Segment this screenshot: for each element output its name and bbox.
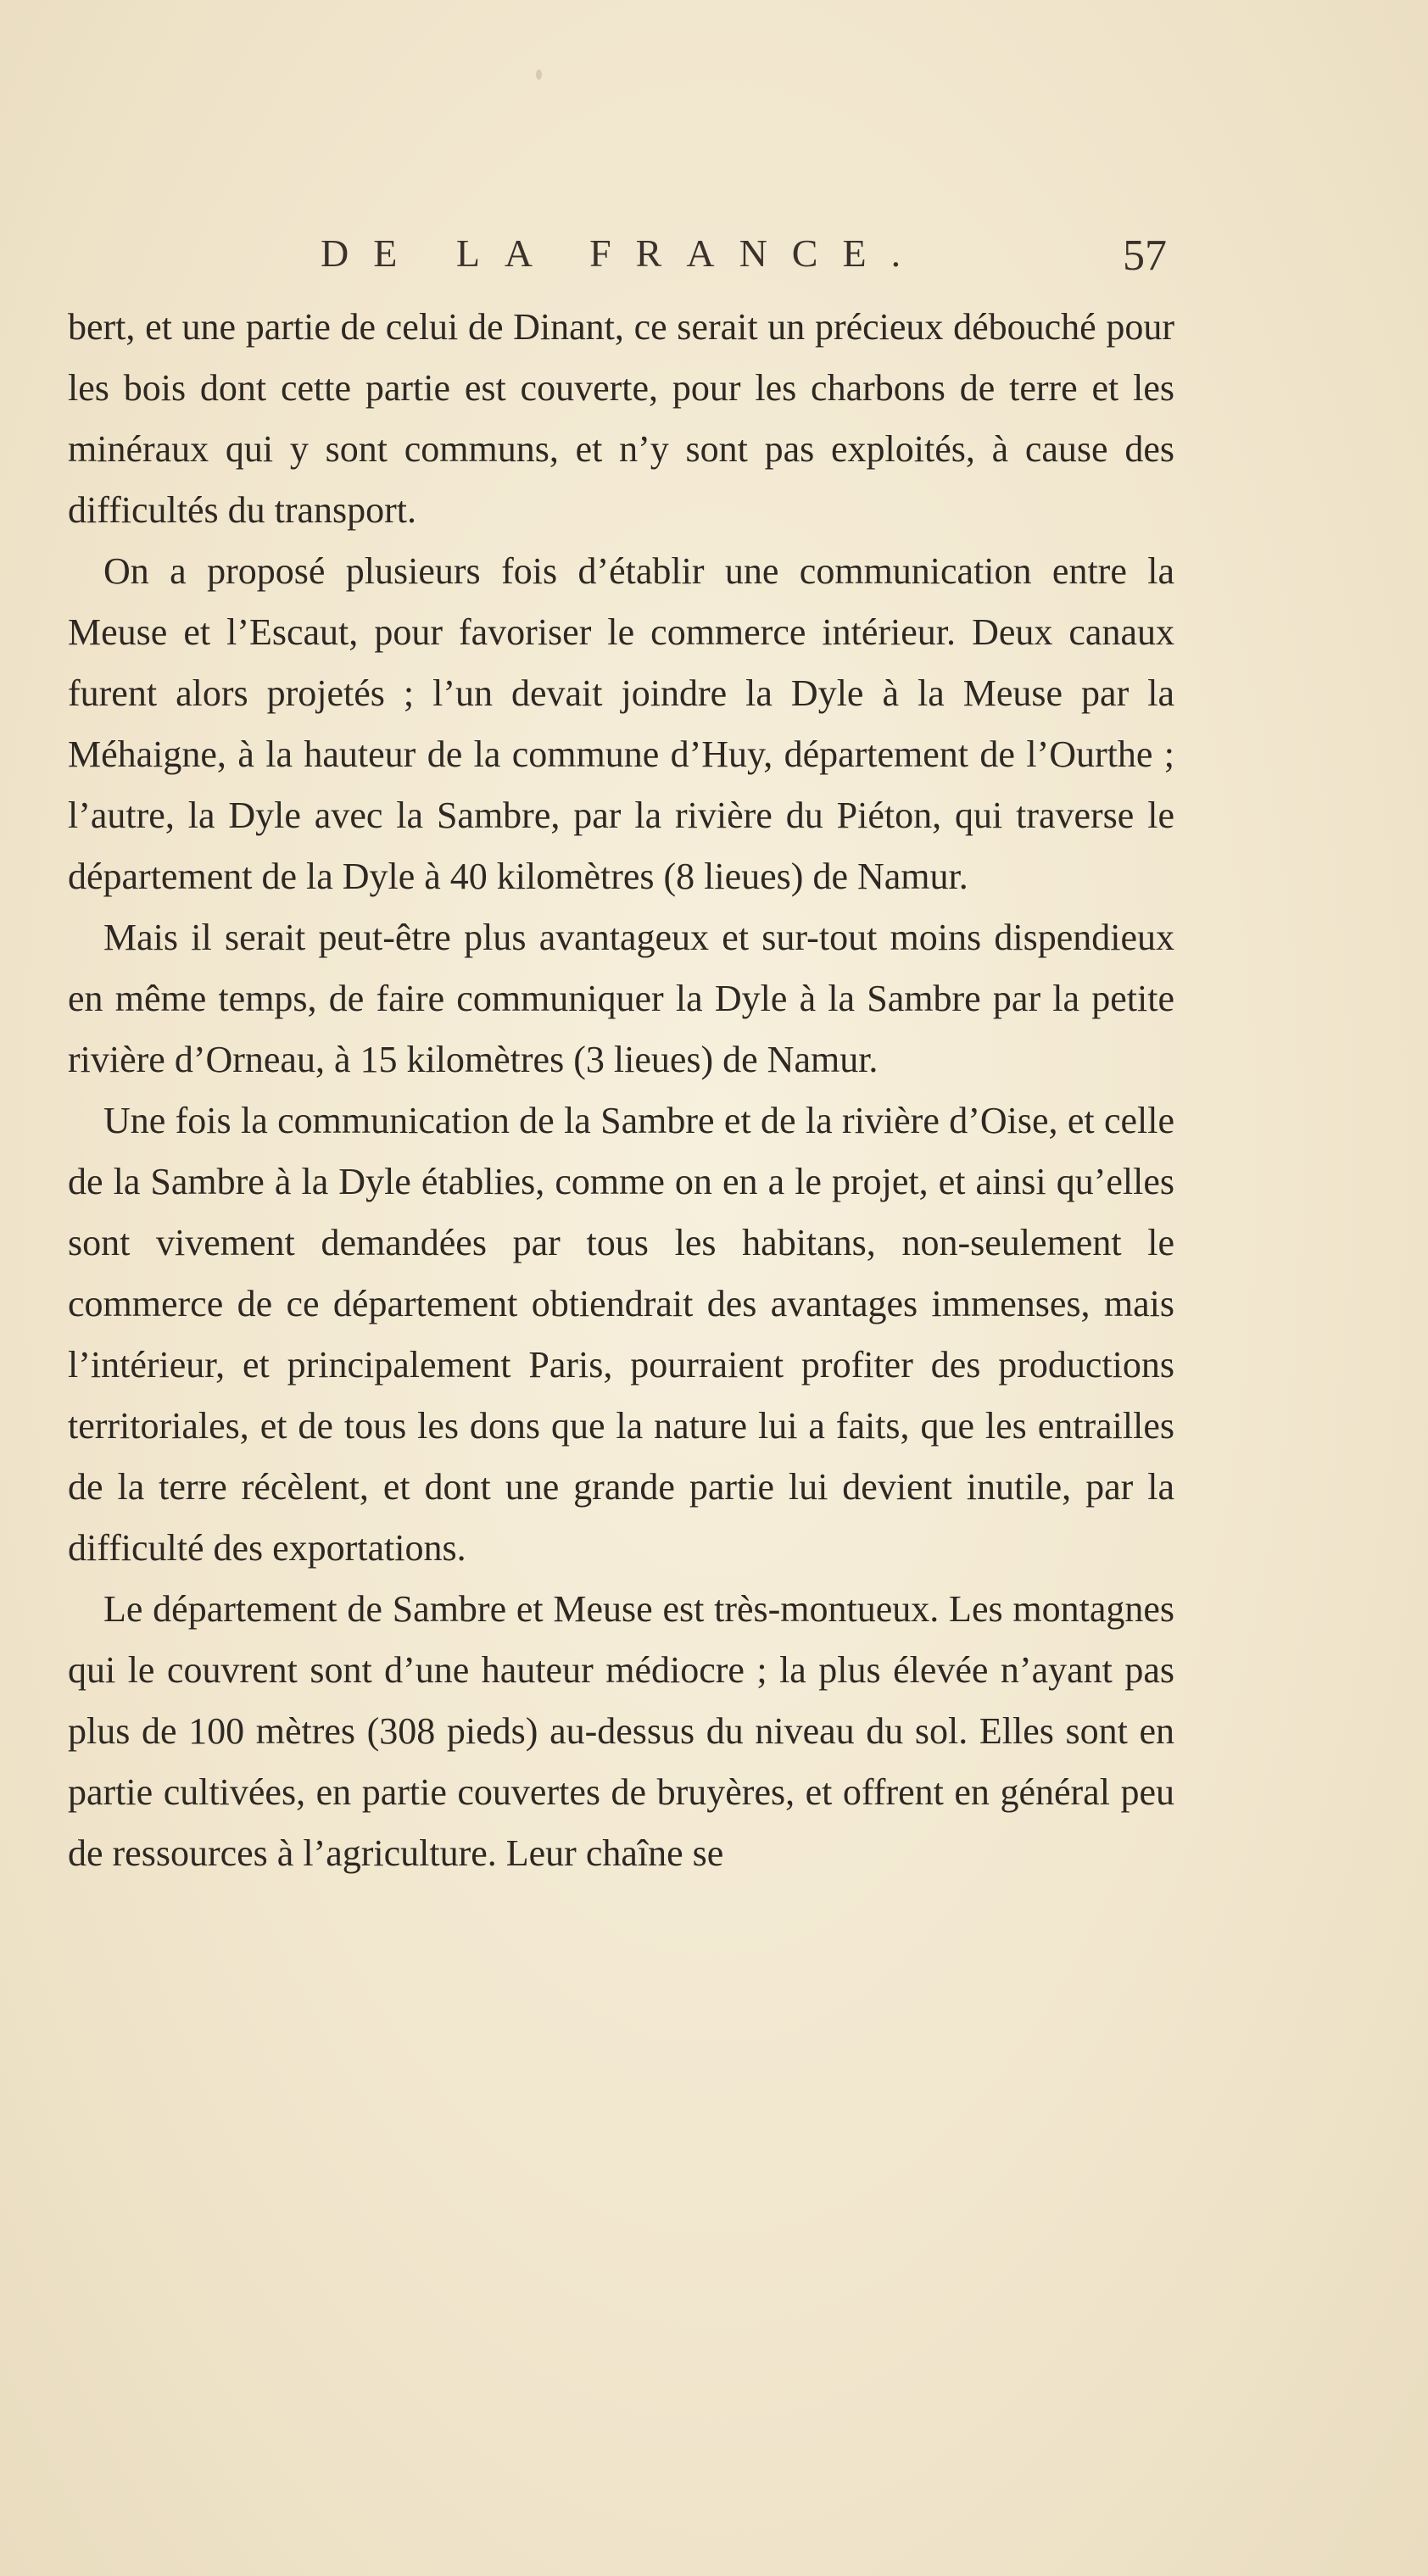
paragraph: bert, et une partie de celui de Dinant, ce serait un précieux débouché pour les bois dont cette partie est couverte, pour les charbons de terre et les minéraux qui y sont communs, et n’y sont pas exploités, à cause des difficultés du transport. <box>68 306 1174 531</box>
paper-speck <box>536 70 542 80</box>
page-number: 57 <box>1123 231 1167 280</box>
paragraph: Mais il serait peut-être plus avantageux et sur-tout moins dispendieux en même temps, de faire communiquer la Dyle à la Sambre par la petite rivière d’Orneau, à 15 kilomètres (3 lieues) de Namur. <box>68 917 1174 1080</box>
paragraph: Le département de Sambre et Meuse est très-montueux. Les montagnes qui le couvrent sont d’une hauteur médiocre ; la plus élevée n’ayant pas plus de 100 mètres (308 pieds) au-dessus du niveau du sol. Elles sont en partie cultivées, en partie couvertes de bruyères, et offrent en général peu de ressources à l’agriculture. Leur chaîne se <box>68 1588 1174 1874</box>
running-head: DE LA FRANCE. <box>321 231 926 275</box>
paragraph: On a proposé plusieurs fois d’établir une communication entre la Meuse et l’Escaut, pour favoriser le commerce intérieur. Deux canaux furent alors projetés ; l’un devait joindre la Dyle à la Meuse par la Méhaigne, à la hauteur de la commune d’Huy, département de l’Ourthe ; l’autre, la Dyle avec la Sambre, par la rivière du Piéton, qui traverse le département de la Dyle à 40 kilomètres (8 lieues) de Namur. <box>68 550 1174 897</box>
page-header <box>321 231 1167 282</box>
body-text <box>68 297 1174 1884</box>
paragraph: Une fois la communication de la Sambre et de la rivière d’Oise, et celle de la Sambre à la Dyle établies, comme on en a le projet, et ainsi qu’elles sont vivement demandées par tous les habitans, non-seulement le commerce de ce département obtiendrait des avantages immenses, mais l’intérieur, et principalement Paris, pourraient profiter des productions territoriales, et de tous les dons que la nature lui a faits, que les entrailles de la terre récèlent, et dont une grande partie lui devient inutile, par la difficulté des exportations. <box>68 1100 1174 1569</box>
